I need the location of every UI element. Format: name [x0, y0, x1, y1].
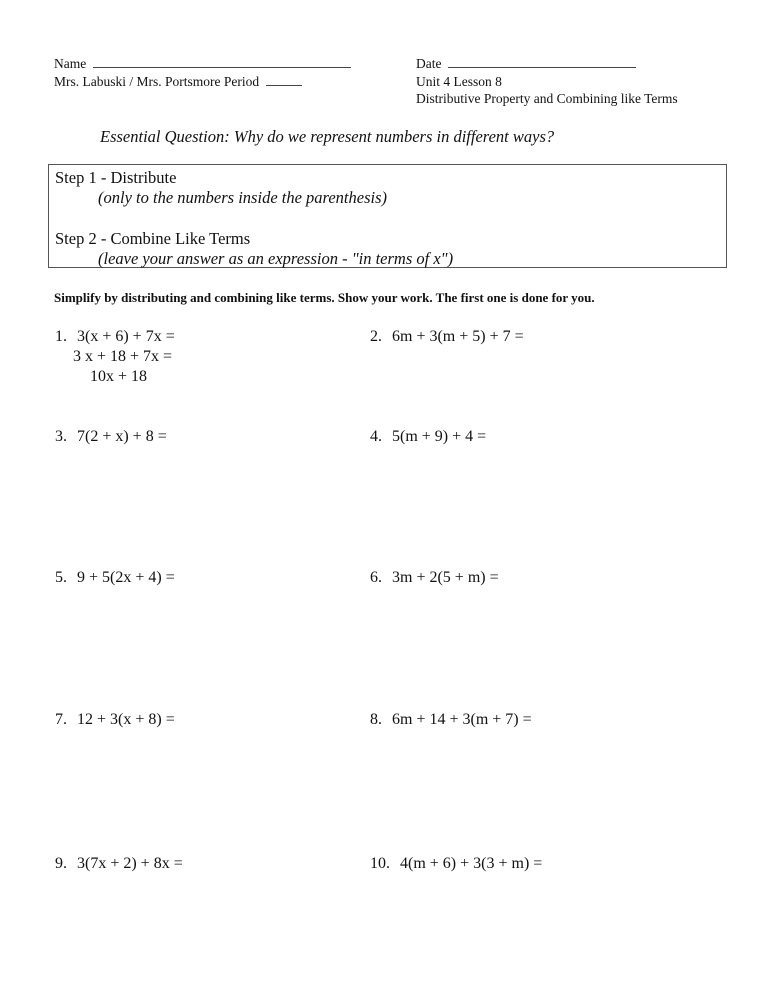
- problem-number: 5.: [55, 569, 67, 586]
- problem-7: [55, 711, 175, 729]
- problem-expression: 3m + 2(5 + m) =: [392, 569, 499, 586]
- problem-expression: 5(m + 9) + 4 =: [392, 428, 487, 445]
- problem-10: [370, 855, 542, 873]
- date-label: Date: [416, 56, 442, 71]
- problem-expression: 6m + 3(m + 5) + 7 =: [392, 328, 524, 345]
- problem-expression: 7(2 + x) + 8 =: [77, 428, 167, 445]
- problem-expression: 9 + 5(2x + 4) =: [77, 569, 175, 586]
- problem-4: [370, 428, 486, 446]
- problem-number: 6.: [370, 569, 382, 586]
- problem-expression: 3(x + 6) + 7x =: [77, 328, 175, 345]
- instructions: Simplify by distributing and combining like terms. Show your work. The first one is done for you.: [54, 290, 595, 305]
- problem-number: 4.: [370, 428, 382, 445]
- problem-8: [370, 711, 532, 729]
- problem-number: 2.: [370, 328, 382, 345]
- name-line: [54, 55, 351, 73]
- steps-box: [48, 164, 727, 268]
- problem-expression: 12 + 3(x + 8) =: [77, 711, 175, 728]
- problem-number: 1.: [55, 328, 67, 345]
- period-blank[interactable]: [266, 73, 302, 86]
- step2-note: (leave your answer as an expression - "in terms of x"): [98, 249, 454, 268]
- problem-expression: 3(7x + 2) + 8x =: [77, 855, 183, 872]
- problem-number: 10.: [370, 855, 390, 872]
- problem-3: [55, 428, 167, 446]
- date-line: [416, 55, 636, 73]
- date-blank[interactable]: [448, 55, 636, 68]
- name-label: Name: [54, 56, 87, 71]
- step1-title: Step 1 - Distribute: [55, 168, 177, 187]
- problem-number: 7.: [55, 711, 67, 728]
- period-line: [54, 73, 302, 91]
- problem-6: [370, 569, 499, 587]
- problem-number: 8.: [370, 711, 382, 728]
- unit-lesson: Unit 4 Lesson 8: [416, 74, 502, 89]
- essential-question: Essential Question: Why do we represent numbers in different ways?: [100, 127, 555, 146]
- problem-1: [55, 328, 175, 346]
- lesson-title: Distributive Property and Combining like Terms: [416, 91, 678, 106]
- problem-expression: 4(m + 6) + 3(3 + m) =: [400, 855, 543, 872]
- problem-1-work-step-1: 3 x + 18 + 7x =: [73, 348, 173, 365]
- step1-note: (only to the numbers inside the parenthesis): [98, 188, 388, 207]
- teacher-period-label: Mrs. Labuski / Mrs. Portsmore Period: [54, 74, 260, 89]
- step2-title: Step 2 - Combine Like Terms: [55, 229, 251, 248]
- problem-2: [370, 328, 524, 346]
- problem-number: 3.: [55, 428, 67, 445]
- problem-expression: 6m + 14 + 3(m + 7) =: [392, 711, 532, 728]
- problem-number: 9.: [55, 855, 67, 872]
- problem-9: [55, 855, 183, 873]
- problem-5: [55, 569, 175, 587]
- name-blank[interactable]: [93, 55, 351, 68]
- problem-1-work-answer: 10x + 18: [90, 368, 148, 385]
